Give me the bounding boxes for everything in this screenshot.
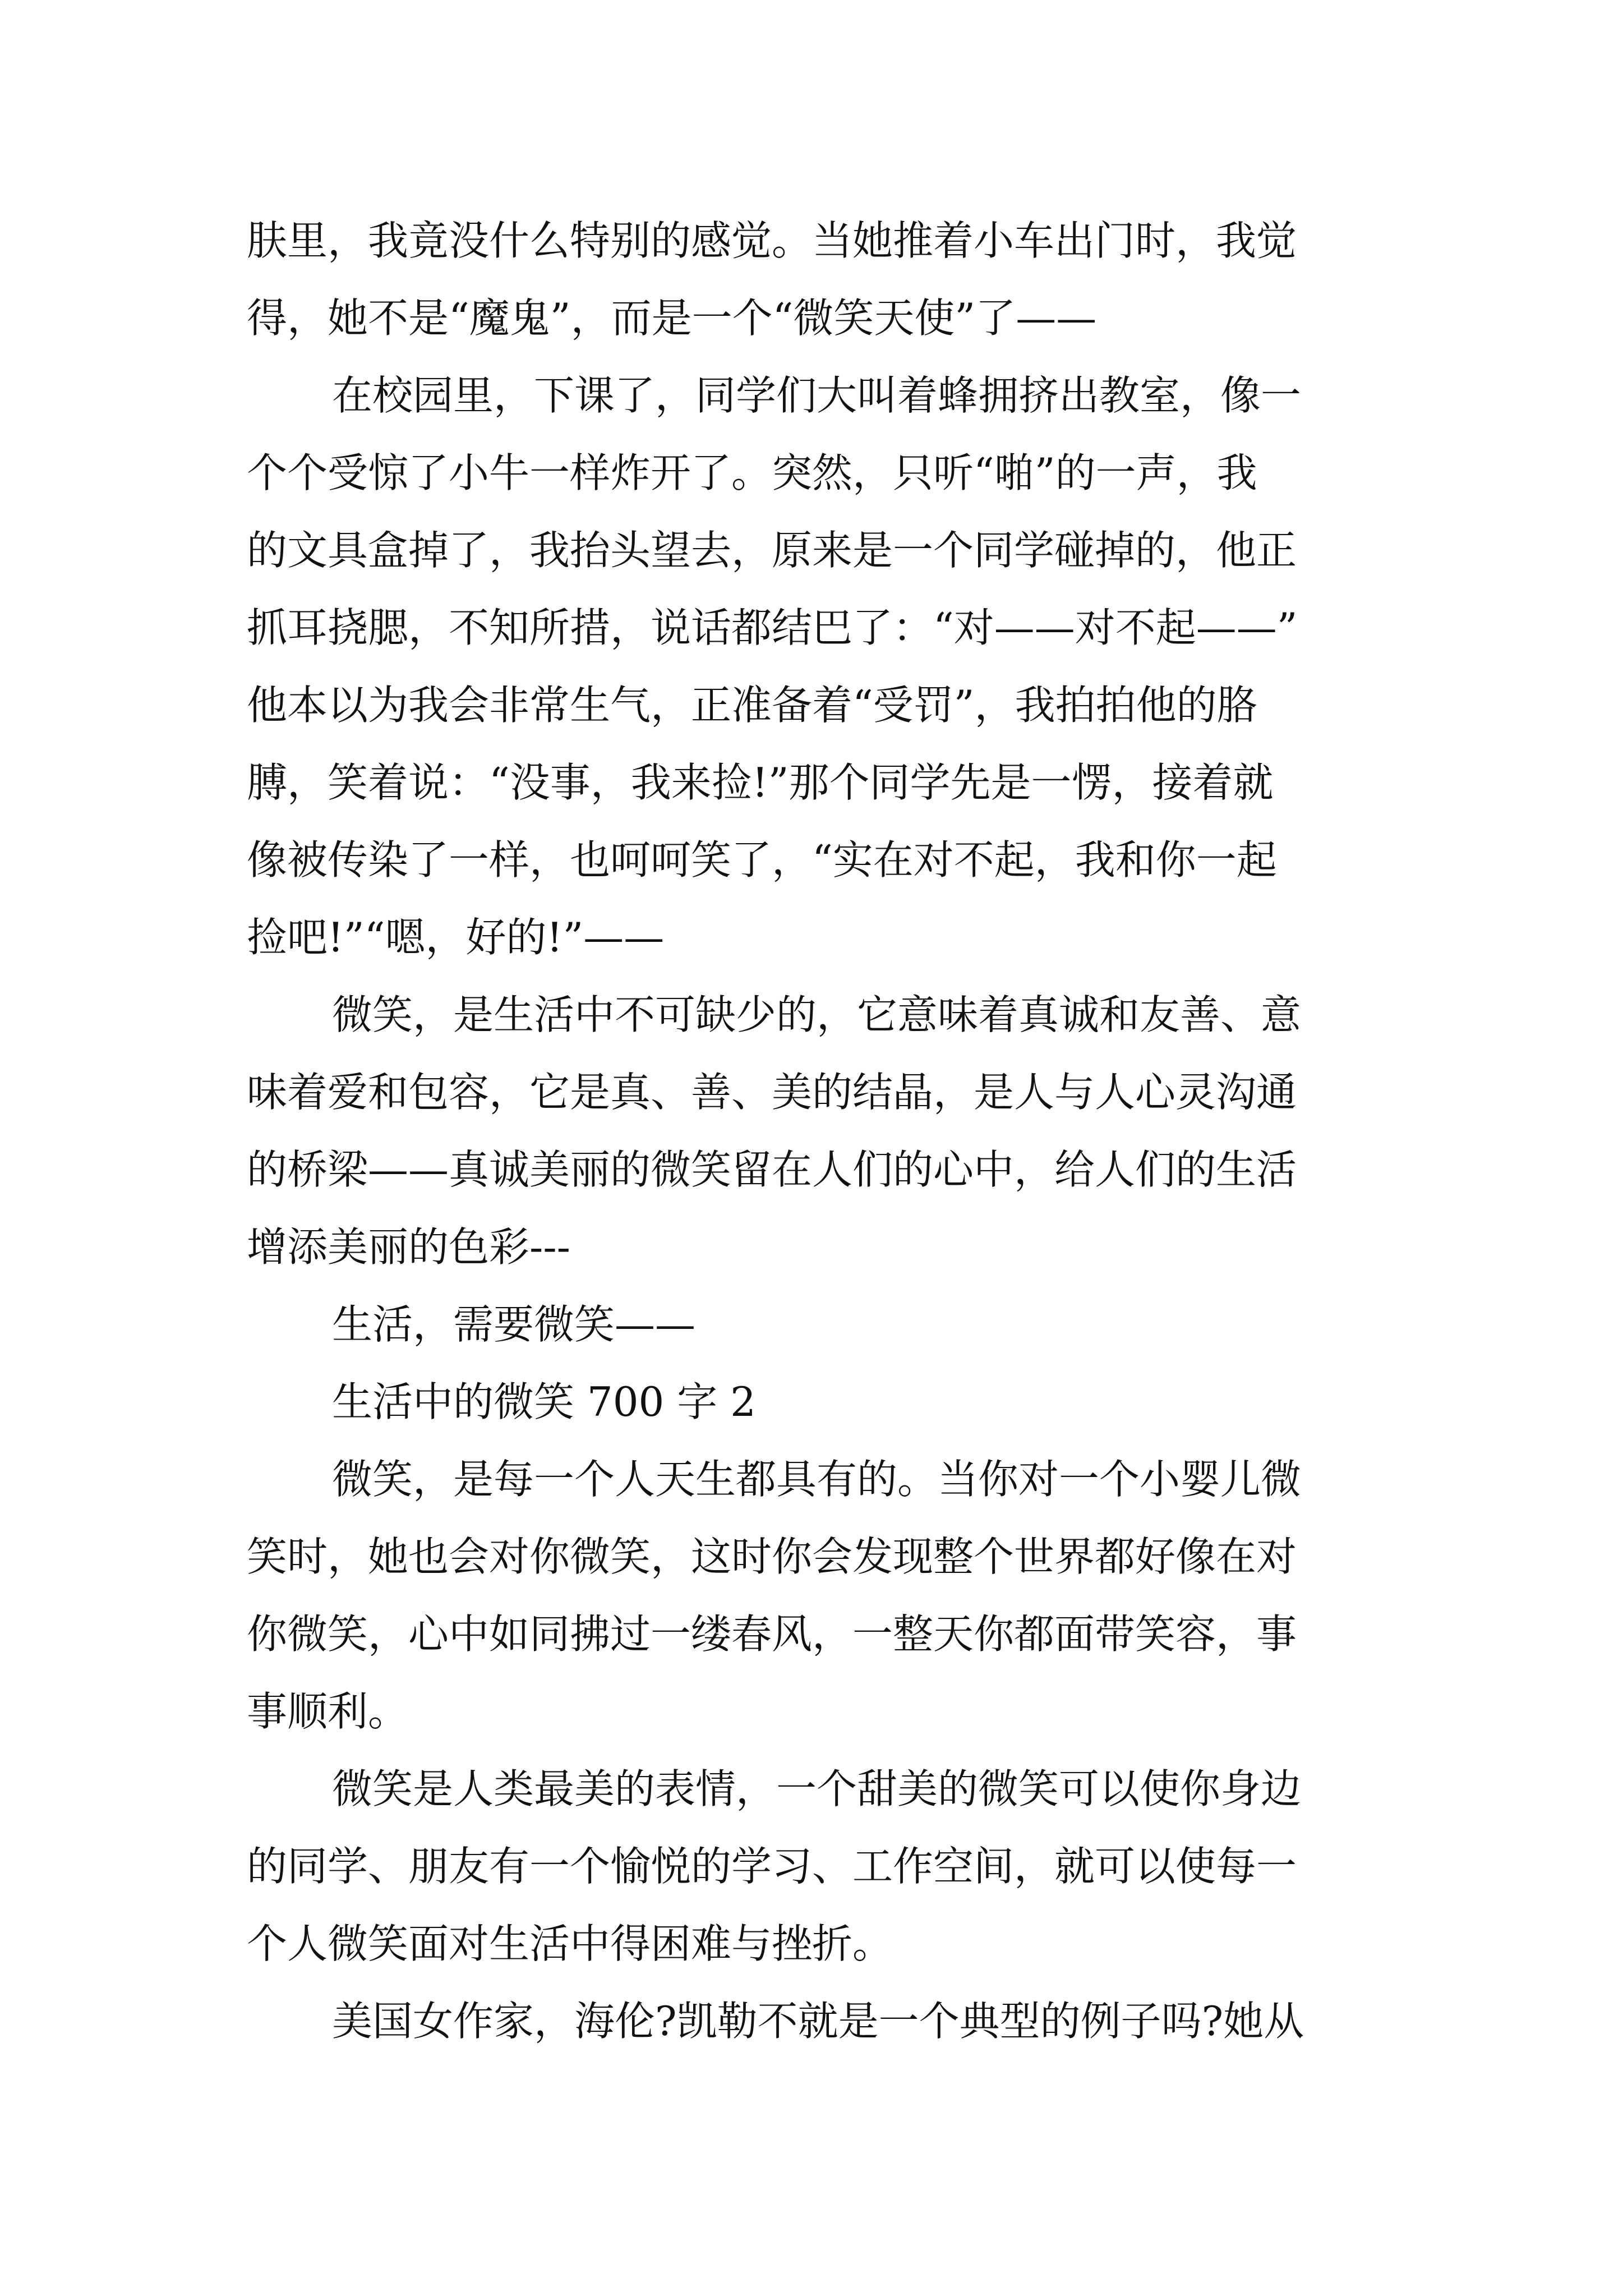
text-line: 微笑，是生活中不可缺少的，它意味着真诚和友善、意	[332, 991, 1302, 1038]
text-line: 生活，需要微笑——	[332, 1301, 696, 1348]
text-line: 抓耳挠腮，不知所措，说话都结巴了：“对——对不起——”	[247, 604, 1298, 651]
text-line: 个人微笑面对生活中得困难与挫折。	[247, 1920, 893, 1967]
text-line: 味着爱和包容，它是真、善、美的结晶，是人与人心灵沟通	[247, 1069, 1297, 1116]
text-line: 肤里，我竟没什么特别的感觉。当她推着小车出门时，我觉	[247, 217, 1297, 264]
text-line: 的同学、朋友有一个愉悦的学习、工作空间，就可以使每一	[247, 1843, 1297, 1890]
text-line: 你微笑，心中如同拂过一缕春风，一整天你都面带笑容，事	[247, 1611, 1297, 1658]
text-line: 微笑，是每一个人天生都具有的。当你对一个小婴儿微	[332, 1456, 1302, 1503]
section-heading: 生活中的微笑 700 字 2	[332, 1378, 756, 1425]
text-line: 在校园里，下课了，同学们大叫着蜂拥挤出教室，像一	[332, 372, 1302, 419]
text-line: 美国女作家，海伦?凯勒不就是一个典型的例子吗?她从	[332, 1998, 1304, 2045]
text-line: 事顺利。	[247, 1688, 409, 1735]
text-line: 他本以为我会非常生气，正准备着“受罚”，我拍拍他的胳	[247, 682, 1257, 729]
text-line: 的桥梁——真诚美丽的微笑留在人们的心中，给人们的生活	[247, 1146, 1297, 1193]
text-line: 像被传染了一样，也呵呵笑了，“实在对不起，我和你一起	[247, 836, 1277, 884]
text-line: 的文具盒掉了，我抬头望去，原来是一个同学碰掉的，他正	[247, 527, 1297, 574]
text-line: 个个受惊了小牛一样炸开了。突然，只听“啪”的一声，我	[247, 449, 1257, 496]
body-text	[247, 202, 1380, 2060]
text-line: 得，她不是“魔鬼”，而是一个“微笑天使”了——	[247, 295, 1097, 342]
text-line: 捡吧!”“嗯，好的!”——	[247, 914, 665, 961]
text-line: 增添美丽的色彩---	[247, 1223, 570, 1271]
text-line: 笑时，她也会对你微笑，这时你会发现整个世界都好像在对	[247, 1533, 1297, 1580]
text-line: 膊，笑着说：“没事，我来捡!”那个同学先是一愣，接着就	[247, 759, 1274, 806]
text-line: 微笑是人类最美的表情，一个甜美的微笑可以使你身边	[332, 1765, 1302, 1812]
